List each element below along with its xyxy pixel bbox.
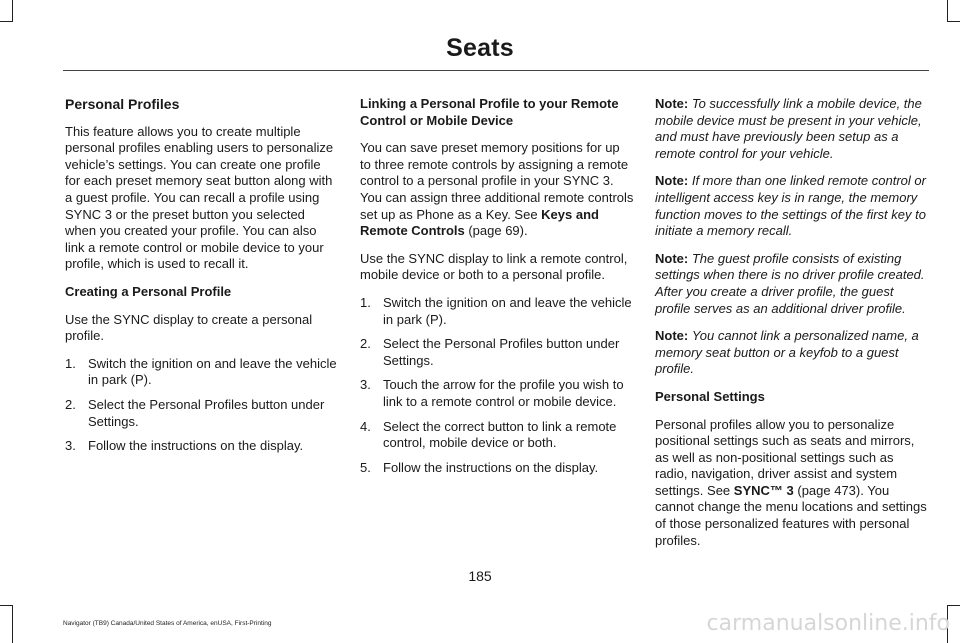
note-text: If more than one linked remote control or intelligent access key is in range, the memory function moves to the settings of the first key to initiate a memory recall. xyxy=(655,173,926,239)
note-label: Note: xyxy=(655,96,689,111)
crop-mark xyxy=(947,605,960,606)
section-heading: Personal Profiles xyxy=(65,96,180,112)
steps-list xyxy=(360,295,634,476)
step-text: Select the Personal Profiles button under Settings. xyxy=(383,336,620,368)
crop-mark xyxy=(12,605,13,643)
paragraph-text: (page 473). You cannot change the menu locations and settings of those personalized features with personal profiles. xyxy=(655,482,927,548)
step-number: 2. xyxy=(360,336,371,352)
step-number: 1. xyxy=(65,355,76,371)
step-text: Select the correct button to link a remote control, mobile device or both. xyxy=(383,418,617,451)
note xyxy=(655,328,929,378)
step-text: Touch the arrow for the profile you wish to link to a remote control or mobile device. xyxy=(383,377,624,409)
step-number: 3. xyxy=(360,377,371,393)
page-title: Seats xyxy=(446,34,514,62)
note xyxy=(655,173,929,239)
note-label: Note: xyxy=(655,328,689,344)
cross-reference-link[interactable]: SYNC™ 3 xyxy=(733,482,794,498)
paragraph-text: (page 69). xyxy=(464,223,528,239)
list-item xyxy=(360,336,634,369)
steps-list xyxy=(65,356,339,455)
edition-footer: Navigator (TB9) Canada/United States of America, enUSA, First-Printing xyxy=(63,620,272,627)
list-item xyxy=(65,356,339,389)
paragraph xyxy=(655,417,929,550)
step-text: Select the Personal Profiles button under Settings. xyxy=(88,396,325,429)
page-number: 185 xyxy=(468,568,492,584)
note-label: Note: xyxy=(655,250,689,266)
column-3 xyxy=(655,96,929,560)
step-number: 1. xyxy=(360,294,371,310)
list-item xyxy=(360,377,634,410)
step-number: 4. xyxy=(360,418,371,434)
watermark: carmanualsonline.info xyxy=(706,611,950,636)
cross-reference-link[interactable]: Keys and Remote Controls xyxy=(360,206,599,239)
crop-mark xyxy=(947,21,960,22)
note xyxy=(655,251,929,317)
column-1 xyxy=(65,96,339,466)
list-item xyxy=(360,419,634,452)
step-number: 3. xyxy=(65,438,76,454)
crop-mark xyxy=(0,605,13,606)
step-number: 5. xyxy=(360,459,371,475)
column-2 xyxy=(360,96,634,487)
list-item xyxy=(65,438,339,455)
header-divider xyxy=(63,70,929,71)
crop-mark xyxy=(12,0,13,22)
step-text: Follow the instructions on the display. xyxy=(88,438,304,454)
step-text: Switch the ignition on and leave the vehicle in park (P). xyxy=(88,355,337,388)
subsection-heading: Creating a Personal Profile xyxy=(65,283,232,299)
paragraph-text: You can save preset memory positions for up to three remote controls by assigning a remote control to a personal profile in your SYNC 3. You can assign three additional remote controls set up as Phone as a Key. See xyxy=(360,140,634,222)
note-text: You cannot link a personalized name, a memory seat button or a keyfob to a guest profile. xyxy=(655,328,919,377)
step-text: Follow the instructions on the display. xyxy=(383,459,599,475)
intro-paragraph: This feature allows you to create multiple personal profiles enabling users to personalize vehicle’s settings. You can create one profile for each preset memory seat button along with a guest profile. You can recall a profile using SYNC 3 or the preset button you selected when you created your profile. You can also link a remote control or mobile device to your profile, which is used to recall it. xyxy=(65,123,334,272)
step-number: 2. xyxy=(65,396,76,412)
paragraph: Use the SYNC display to create a personal profile. xyxy=(65,311,313,344)
subsection-heading: Personal Settings xyxy=(655,388,765,404)
crop-mark xyxy=(947,0,948,22)
paragraph xyxy=(360,140,634,240)
subsection-heading: Linking a Personal Profile to your Remote Control or Mobile Device xyxy=(360,96,619,128)
paragraph-text: Personal profiles allow you to personalize positional settings such as seats and mirrors, as well as non-positional settings such as radio, navigation, driver assist and system settings. See xyxy=(655,416,915,498)
note-text: The guest profile consists of existing settings when there is no driver profile created. After you create a driver profile, the guest profile serves as an additional driver profile. xyxy=(655,250,925,316)
step-text: Switch the ignition on and leave the vehicle in park (P). xyxy=(383,294,632,327)
list-item xyxy=(360,460,634,477)
note-text: To successfully link a mobile device, the mobile device must be present in your vehicle, and must have previously been setup as a remote control for your vehicle. xyxy=(655,96,922,161)
list-item xyxy=(360,295,634,328)
note-label: Note: xyxy=(655,173,689,189)
paragraph: Use the SYNC display to link a remote control, mobile device or both to a personal profile. xyxy=(360,250,628,283)
list-item xyxy=(65,397,339,430)
crop-mark xyxy=(0,21,13,22)
note xyxy=(655,96,929,162)
